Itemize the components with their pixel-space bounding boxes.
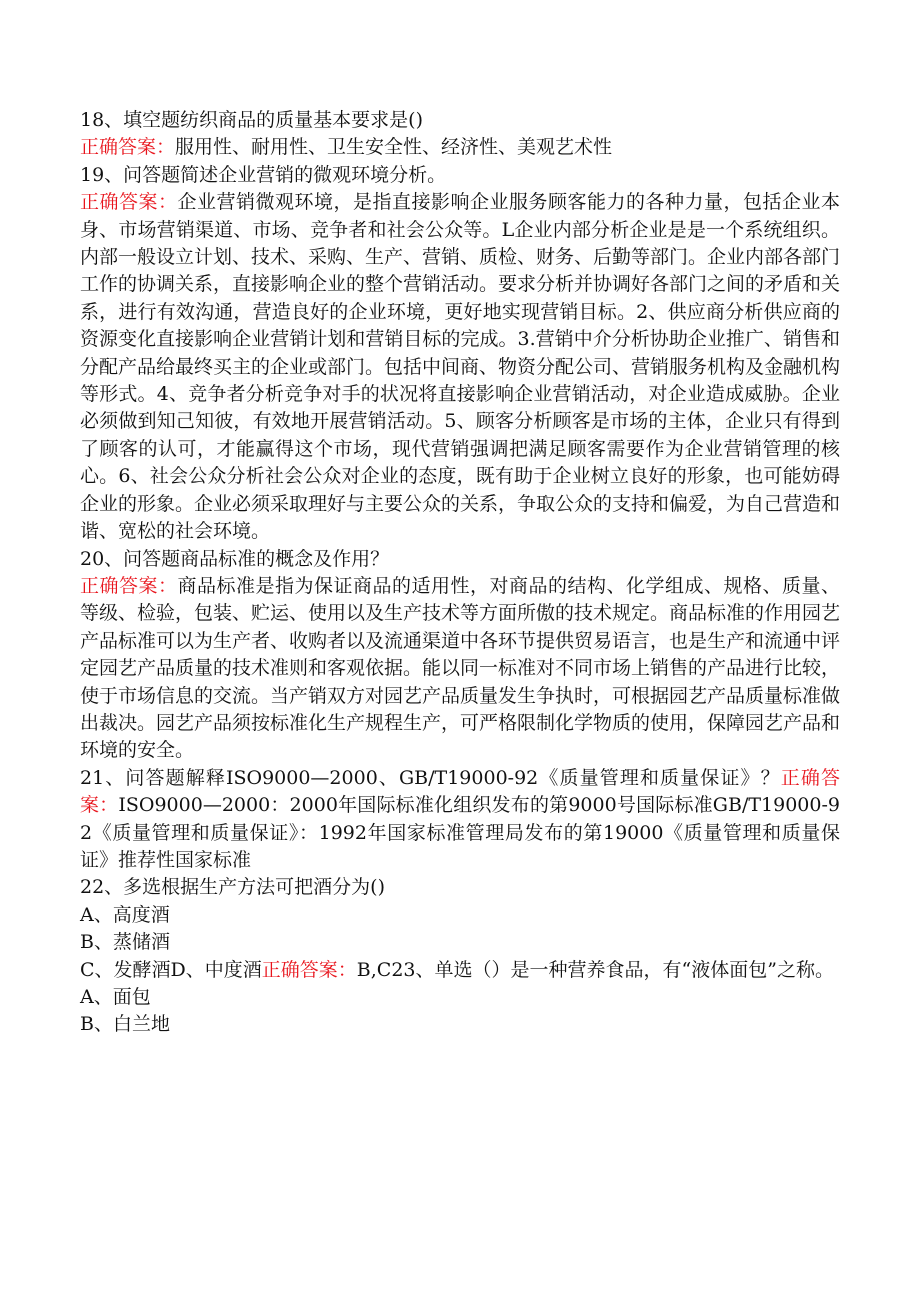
question-20: [80, 546, 840, 573]
answer-21-text: ISO9000—2000：2000年国际标准化组织发布的第9000号国际标准GB/T19000-92《质量管理和质量保证》：1992年国家标准管理局发布的第19000《质量管理和质量保证》推荐性国家标准: [80, 794, 840, 871]
question-18-text: 18、填空题纺织商品的质量基本要求是(): [80, 109, 424, 131]
option-22-b: [80, 929, 840, 956]
answer-19-label: 正确答案：: [80, 191, 178, 214]
question-22-text: 22、多选根据生产方法可把酒分为(): [80, 876, 386, 899]
question-22: [80, 874, 840, 901]
question-21-text: 21、问答题解释ISO9000—2000、GB/T19000-92《质量管理和质量保证》？: [80, 766, 781, 789]
answer-18: [80, 134, 840, 161]
answer-18-text: 服用性、耐用性、卫生安全性、经济性、美观艺术性: [175, 136, 613, 159]
answer-18-label: 正确答案：: [80, 136, 176, 159]
answer-19-text: 企业营销微观环境，是指直接影响企业服务顾客能力的各种力量，包括企业本身、市场营销渠道、市场、竞争者和社会公众等。L企业内部分析企业是是一个系统组织。内部一般设立计划、技术、采购、生产、营销、质检、财务、后勤等部门。企业内部各部门工作的协调关系，直接影响企业的整个营销活动。要求分析并协调好各部门之间的矛盾和关系，进行有效沟通，营造良好的企业环境，更好地实现营销目标。2、供应商分析供应商的资源变化直接影响企业营销计划和营销目标的完成。3.营销中介分析协助企业推广、销售和分配产品给最终买主的企业或部门。包括中间商、物资分配公司、营销服务机构及金融机构等形式。4、竞争者分析竞争对手的状况将直接影响企业营销活动，对企业造成威胁。企业必须做到知己知彼，有效地开展营销活动。5、顾客分析顾客是市场的主体，企业只有得到了顾客的认可，才能赢得这个市场，现代营销强调把满足顾客需要作为企业营销管理的核心。6、社会公众分析社会公众对企业的态度，既有助于企业树立良好的形象，也可能妨碍企业的形象。企业必须采取理好与主要公众的关系，争取公众的支持和偏爱，为自己营造和谐、宽松的社会环境。: [80, 191, 841, 543]
option-23-b: [80, 1011, 840, 1038]
option-23-a: [80, 984, 840, 1011]
answer-20-label: 正确答案：: [80, 574, 178, 597]
answer-19: [80, 189, 840, 545]
document-page: [80, 107, 840, 1039]
option-22-b-text: B、蒸储酒: [80, 931, 170, 954]
answer-20: [80, 573, 840, 765]
option-22-cd-and-question-23: [80, 957, 840, 984]
question-20-text: 20、问答题商品标准的概念及作用？: [80, 547, 390, 570]
question-19-text: 19、问答题简述企业营销的微观环境分析。: [80, 163, 447, 186]
question-21: [80, 765, 840, 875]
option-22-a: [80, 902, 840, 929]
question-18: [80, 107, 840, 134]
answer-21-label: 正确答案：: [80, 766, 840, 817]
answer-22-label: 正确答案：: [261, 958, 357, 981]
option-23-b-text: B、白兰地: [80, 1013, 170, 1036]
option-22-cd-text: C、发酵酒D、中度酒: [80, 958, 262, 981]
question-19: [80, 162, 840, 189]
answer-20-text: 商品标准是指为保证商品的适用性，对商品的结构、化学组成、规格、质量、等级、检验，包装、贮运、使用以及生产技术等方面所傲的技术规定。商品标准的作用园艺产品标准可以为生产者、收购者以及流通渠道中各环节提供贸易语言，也是生产和流通中评定园艺产品质量的技术准则和客观依据。能以同一标准对不同市场上销售的产品进行比较，使于市场信息的交流。当产销双方对园艺产品质量发生争执时，可根据园艺产品质量标准做出裁决。园艺产品须按标准化生产规程生产，可严格限制化学物质的使用，保障园艺产品和环境的安全。: [80, 574, 841, 762]
option-23-a-text: A、面包: [80, 986, 151, 1008]
answer-22-and-question-23-text: B,C23、单选（）是一种营养食品，有“液体面包”之称。: [356, 958, 834, 981]
option-22-a-text: A、高度酒: [80, 903, 170, 926]
